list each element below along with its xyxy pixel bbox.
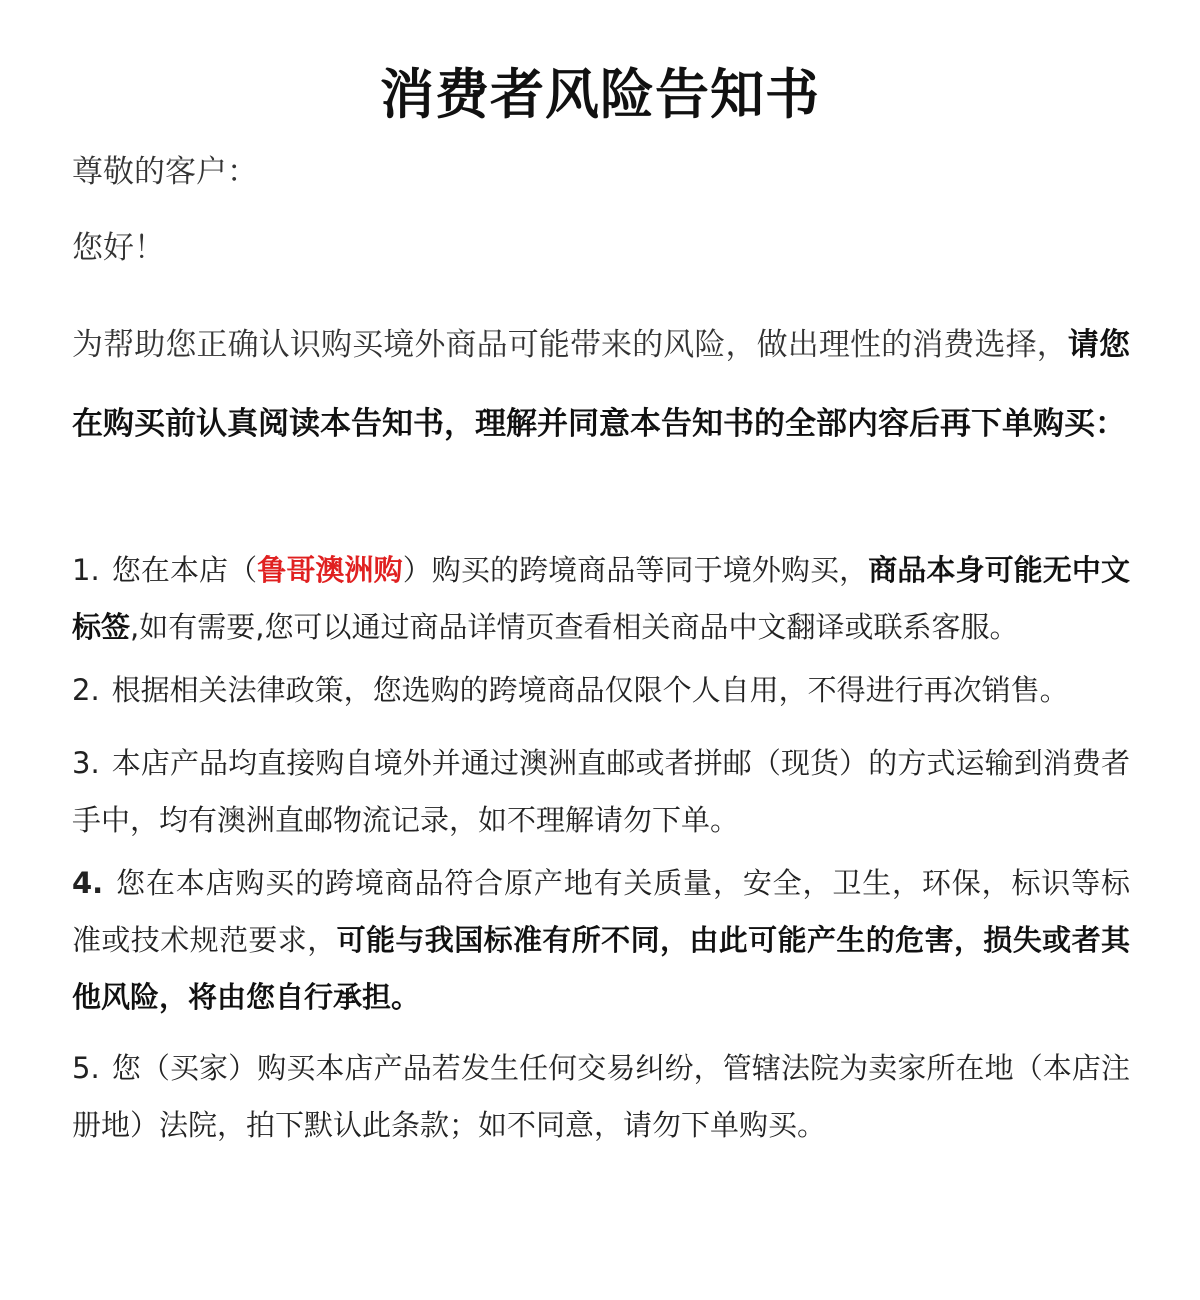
item-bold-text: 可能与我国标准有所不同，由此可能产生的危害，损失或者其他风险，将由您自行承担。	[72, 923, 1130, 1014]
item-text: 您在本店（	[111, 553, 258, 587]
shop-name: 鲁哥澳洲购	[257, 553, 403, 587]
item-text: ,如有需要,您可以通过商品详情页查看相关商品中文翻译或联系客服。	[130, 610, 1019, 644]
item-number: 4.	[72, 866, 104, 900]
notice-item-1	[72, 542, 1130, 656]
item-number: 5.	[72, 1051, 100, 1085]
notice-item-3	[72, 735, 1130, 849]
intro-bold-text: 请您在购买前认真阅读本告知书，理解并同意本告知书的全部内容后再下单购买：	[72, 327, 1130, 442]
notice-item-2	[72, 662, 1130, 719]
salutation: 尊敬的客户：	[72, 154, 258, 190]
intro-paragraph	[72, 306, 1130, 464]
item-number: 1.	[72, 553, 100, 587]
item-bold-text: 商品本身可能无中文标签	[72, 553, 1130, 644]
notice-items	[72, 542, 1130, 1154]
item-number: 3.	[72, 746, 100, 780]
item-text: 根据相关法律政策，您选购的跨境商品仅限个人自用，不得进行再次销售。	[111, 673, 1069, 707]
page-title: 消费者风险告知书	[380, 62, 820, 126]
item-text: ）购买的跨境商品等同于境外购买，	[402, 553, 869, 587]
notice-item-4	[72, 855, 1130, 1026]
item-number: 2.	[72, 673, 100, 707]
greeting: 您好！	[72, 230, 165, 266]
item-text: 您在本店购买的跨境商品符合原产地有关质量，安全，卫生，环保，标识等标准或技术规范要求，	[72, 866, 1130, 957]
intro-plain-text: 为帮助您正确认识购买境外商品可能带来的风险，做出理性的消费选择，	[72, 327, 1068, 363]
item-text: 本店产品均直接购自境外并通过澳洲直邮或者拼邮（现货）的方式运输到消费者手中，均有澳洲直邮物流记录，如不理解请勿下单。	[72, 746, 1130, 837]
notice-item-5	[72, 1040, 1130, 1154]
item-text: 您（买家）购买本店产品若发生任何交易纠纷，管辖法院为卖家所在地（本店注册地）法院，拍下默认此条款；如不同意，请勿下单购买。	[72, 1051, 1130, 1142]
